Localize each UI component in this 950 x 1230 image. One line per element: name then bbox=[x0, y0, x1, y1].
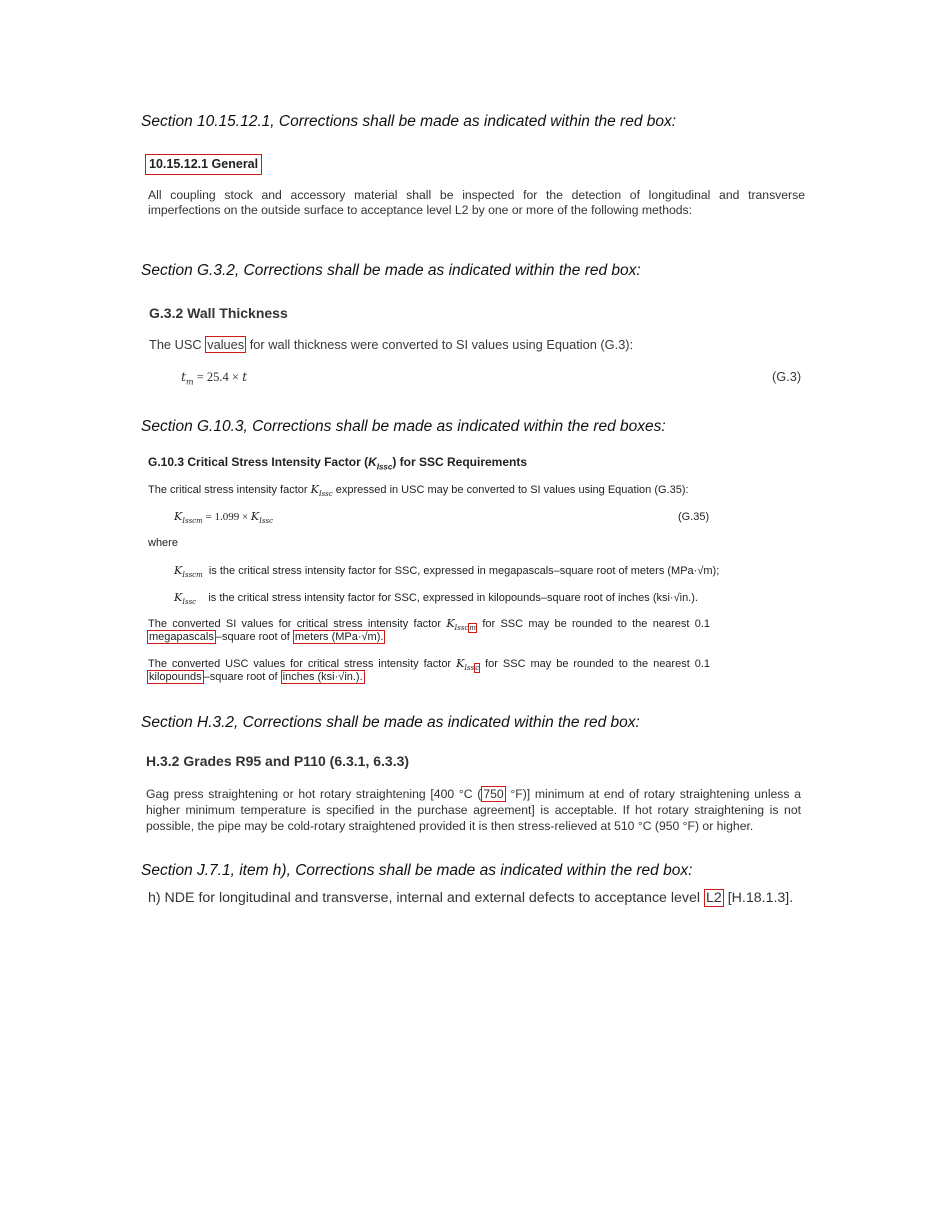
paragraph-gag-press-line2: higher minimum temperature is specified in the purchase agreement] is acceptable. If hot rotary straightening is not bbox=[146, 803, 801, 817]
highlight-subscript-c: c bbox=[475, 664, 480, 673]
definition-kisscm: $K_{Isscm}$ is the critical stress intensity factor for SSC, expressed in megapascals–square root of meters (MPa·√m); bbox=[174, 564, 720, 580]
highlight-l2: L2 bbox=[706, 890, 722, 906]
equation-number-g-35: (G.35) bbox=[678, 511, 710, 523]
paragraph-gag-press-line3: possible, the pipe may be cold-rotary straightened provided it is then stress-relieved at 510 °C (950 °F) or higher. bbox=[146, 819, 754, 833]
equation-g-3: $t_m = 25.4 \times t$ bbox=[181, 369, 248, 387]
paragraph-wall-thickness: The USC values for wall thickness were converted to SI values using Equation (G.3): bbox=[149, 337, 634, 352]
highlight-kilopounds: kilopounds bbox=[149, 671, 202, 683]
highlight-meters: meters (MPa·√m). bbox=[294, 631, 384, 643]
highlight-750: 750 bbox=[483, 787, 504, 801]
paragraph-si-rounding-line1: The converted SI values for critical stress intensity factor $K_{Isscm}$ for SSC may be rounded to the nearest 0.1 bbox=[148, 617, 710, 633]
paragraph-coupling-line2: imperfections on the outside surface to acceptance level L2 by one or more of the following methods: bbox=[148, 203, 693, 217]
equation-g-35: $K_{Isscm} = 1.099 \times K_{Issc}$ bbox=[174, 510, 273, 526]
section-intro-g-3-2: Section G.3.2, Corrections shall be made as indicated within the red box: bbox=[141, 262, 641, 279]
paragraph-coupling-line1: All coupling stock and accessory material shall be inspected for the detection of longitudinal and transverse bbox=[148, 188, 805, 202]
heading-g-3-2: G.3.2 Wall Thickness bbox=[149, 305, 288, 321]
paragraph-usc-rounding-line2: kilopounds –square root of inches (ksi·√in.). bbox=[149, 671, 363, 683]
heading-g-10-3: G.10.3 Critical Stress Intensity Factor $(K_{Issc})$ for SSC Requirements bbox=[148, 455, 528, 472]
equation-number-g-3: (G.3) bbox=[772, 369, 802, 384]
highlight-megapascals: megapascals bbox=[149, 631, 214, 643]
highlight-subscript-m: m bbox=[469, 624, 477, 633]
section-intro-j-7-1: Section J.7.1, item h), Corrections shall be made as indicated within the red box: bbox=[141, 862, 693, 879]
section-intro-h-3-2: Section H.3.2, Corrections shall be made as indicated within the red box: bbox=[141, 714, 640, 731]
section-intro-10-15-12-1: Section 10.15.12.1, Corrections shall be made as indicated within the red box: bbox=[141, 113, 677, 130]
section-intro-g-10-3: Section G.10.3, Corrections shall be made as indicated within the red boxes: bbox=[141, 418, 666, 435]
definition-kissc: $K_{Issc}$ is the critical stress intensity factor for SSC, expressed in kilopounds–square root of inches (ksi·√in.). bbox=[174, 591, 698, 607]
paragraph-si-rounding-line2: megapascals –square root of meters (MPa·√m). bbox=[149, 631, 384, 643]
paragraph-gag-press-line1: Gag press straightening or hot rotary straightening [400 °C ( 750 °F)] minimum at end of rotary straightening unless a bbox=[146, 787, 801, 801]
where-label: where bbox=[148, 537, 178, 549]
list-item-h: h) NDE for longitudinal and transverse, internal and external defects to acceptance level L2 [H.18.1.3]. bbox=[148, 890, 794, 906]
paragraph-usc-rounding-line1: The converted USC values for critical stress intensity factor $K_{Issc}$ for SSC may be rounded to the nearest 0.1 bbox=[148, 657, 711, 673]
highlight-inches: inches (ksi·√in.). bbox=[282, 671, 363, 683]
heading-h-3-2: H.3.2 Grades R95 and P110 (6.3.1, 6.3.3) bbox=[146, 753, 410, 769]
highlight-values: values bbox=[207, 337, 245, 352]
heading-10-15-12-1: 10.15.12.1 General bbox=[145, 154, 262, 175]
paragraph-critical-stress: The critical stress intensity factor $K_{Issc}$ expressed in USC may be converted to SI values using Equation (G.35): bbox=[148, 483, 689, 499]
